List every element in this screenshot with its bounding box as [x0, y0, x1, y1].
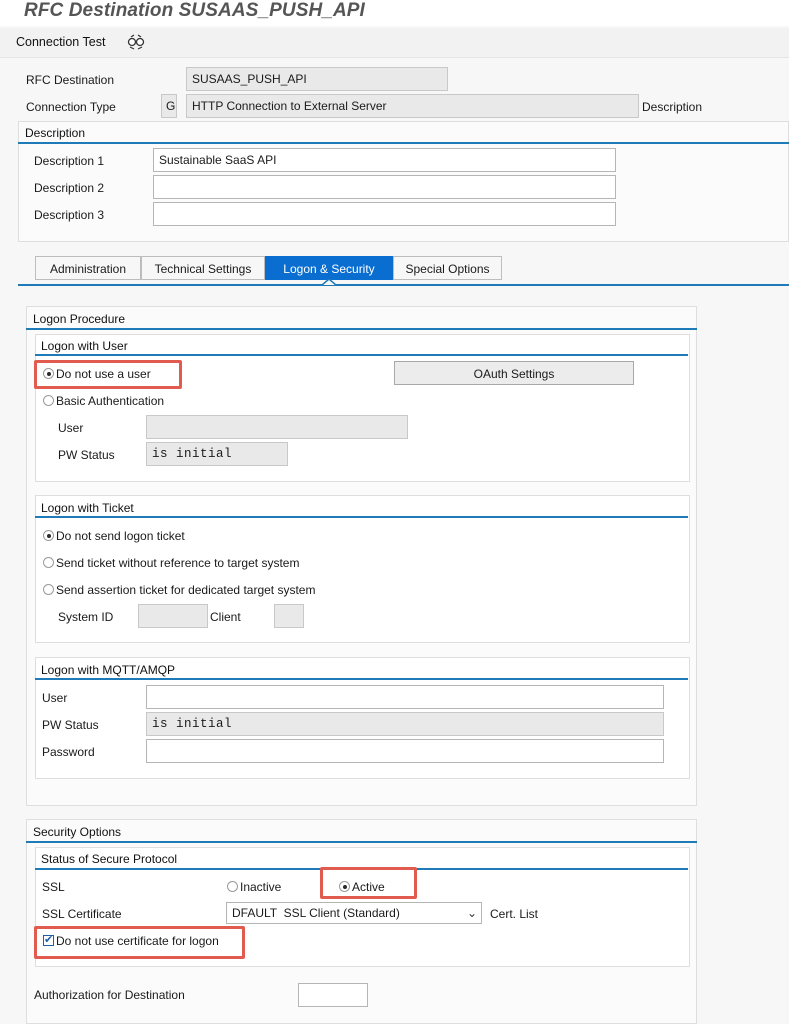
toolbar — [0, 28, 789, 58]
description-divider — [18, 142, 789, 144]
mqtt-user-input[interactable] — [146, 685, 664, 709]
security-options-divider — [26, 841, 697, 843]
description-link[interactable]: Description — [642, 100, 703, 114]
connection-test-button[interactable]: Connection Test — [16, 35, 106, 49]
auth-destination-label: Authorization for Destination — [34, 988, 185, 1002]
description-2-label: Description 2 — [34, 181, 105, 195]
client-field — [274, 604, 304, 628]
connection-type-label: Connection Type — [26, 100, 116, 114]
no-ticket-radio[interactable] — [43, 530, 54, 541]
no-user-label: Do not use a user — [56, 367, 151, 381]
description-3-label: Description 3 — [34, 208, 105, 222]
cert-list-label[interactable]: Cert. List — [490, 907, 539, 921]
chevron-down-icon: ⌄ — [466, 906, 477, 920]
no-cert-logon-checkbox[interactable] — [43, 935, 54, 946]
ssl-active-radio[interactable] — [339, 881, 350, 892]
ssl-label: SSL — [42, 880, 65, 894]
logon-with-ticket-title: Logon with Ticket — [41, 501, 134, 515]
oauth-settings-button[interactable]: OAuth Settings — [394, 361, 634, 385]
logon-with-user-divider — [35, 354, 688, 356]
description-3-input[interactable] — [153, 202, 616, 226]
description-1-label: Description 1 — [34, 154, 105, 168]
tab-administration[interactable]: Administration — [35, 256, 141, 280]
basic-auth-label: Basic Authentication — [56, 394, 165, 408]
description-panel-title: Description — [25, 126, 86, 140]
ssl-certificate-label: SSL Certificate — [42, 907, 122, 921]
user-field — [146, 415, 408, 439]
ssl-certificate-select[interactable] — [226, 902, 482, 924]
secure-protocol-title: Status of Secure Protocol — [41, 852, 178, 866]
no-user-radio[interactable] — [43, 368, 54, 379]
basic-auth-radio[interactable] — [43, 395, 54, 406]
active-tab-pointer-icon — [322, 279, 336, 287]
assertion-ticket-label: Send assertion ticket for dedicated target system — [56, 583, 316, 597]
connection-type-code: G — [161, 94, 177, 118]
rfc-destination-field: SUSAAS_PUSH_API — [186, 67, 448, 91]
logon-procedure-title: Logon Procedure — [33, 312, 126, 326]
no-ticket-label: Do not send logon ticket — [56, 529, 185, 543]
ssl-certificate-value: DFAULT SSL Client (Standard) — [232, 906, 400, 920]
client-label: Client — [210, 610, 241, 624]
logon-procedure-divider — [26, 328, 697, 330]
tab-strip-line — [18, 284, 789, 286]
rfc-destination-label: RFC Destination — [26, 73, 115, 87]
logon-mqtt-divider — [35, 678, 688, 680]
pw-status-label: PW Status — [58, 448, 115, 462]
tab-special-options[interactable]: Special Options — [393, 256, 502, 280]
logon-with-user-title: Logon with User — [41, 339, 128, 353]
security-options-title: Security Options — [33, 825, 122, 839]
logon-mqtt-title: Logon with MQTT/AMQP — [41, 663, 176, 677]
auth-destination-input[interactable] — [298, 983, 368, 1007]
connection-type-field: HTTP Connection to External Server — [186, 94, 639, 118]
ssl-inactive-label: Inactive — [240, 880, 282, 894]
tab-logon-security[interactable]: Logon & Security — [265, 256, 393, 280]
ssl-active-label: Active — [352, 880, 385, 894]
tab-technical-settings[interactable]: Technical Settings — [141, 256, 265, 280]
mqtt-password-label: Password — [42, 745, 95, 759]
glasses-icon[interactable] — [126, 32, 146, 52]
mqtt-pw-status-label: PW Status — [42, 718, 99, 732]
description-2-input[interactable] — [153, 175, 616, 199]
logon-with-ticket-divider — [35, 516, 688, 518]
mqtt-pw-status-field: is initial — [146, 712, 664, 736]
assertion-ticket-radio[interactable] — [43, 584, 54, 595]
user-label: User — [58, 421, 84, 435]
no-cert-logon-label: Do not use certificate for logon — [56, 934, 219, 948]
ticket-no-ref-label: Send ticket without reference to target system — [56, 556, 300, 570]
description-1-input[interactable]: Sustainable SaaS API — [153, 148, 616, 172]
window-title: RFC Destination SUSAAS_PUSH_API — [24, 0, 365, 21]
system-id-field — [138, 604, 208, 628]
logon-with-user-panel — [35, 334, 690, 482]
mqtt-password-input[interactable] — [146, 739, 664, 763]
system-id-label: System ID — [58, 610, 114, 624]
pw-status-field: is initial — [146, 442, 288, 466]
ssl-inactive-radio[interactable] — [227, 881, 238, 892]
ticket-no-ref-radio[interactable] — [43, 557, 54, 568]
mqtt-user-label: User — [42, 691, 68, 705]
